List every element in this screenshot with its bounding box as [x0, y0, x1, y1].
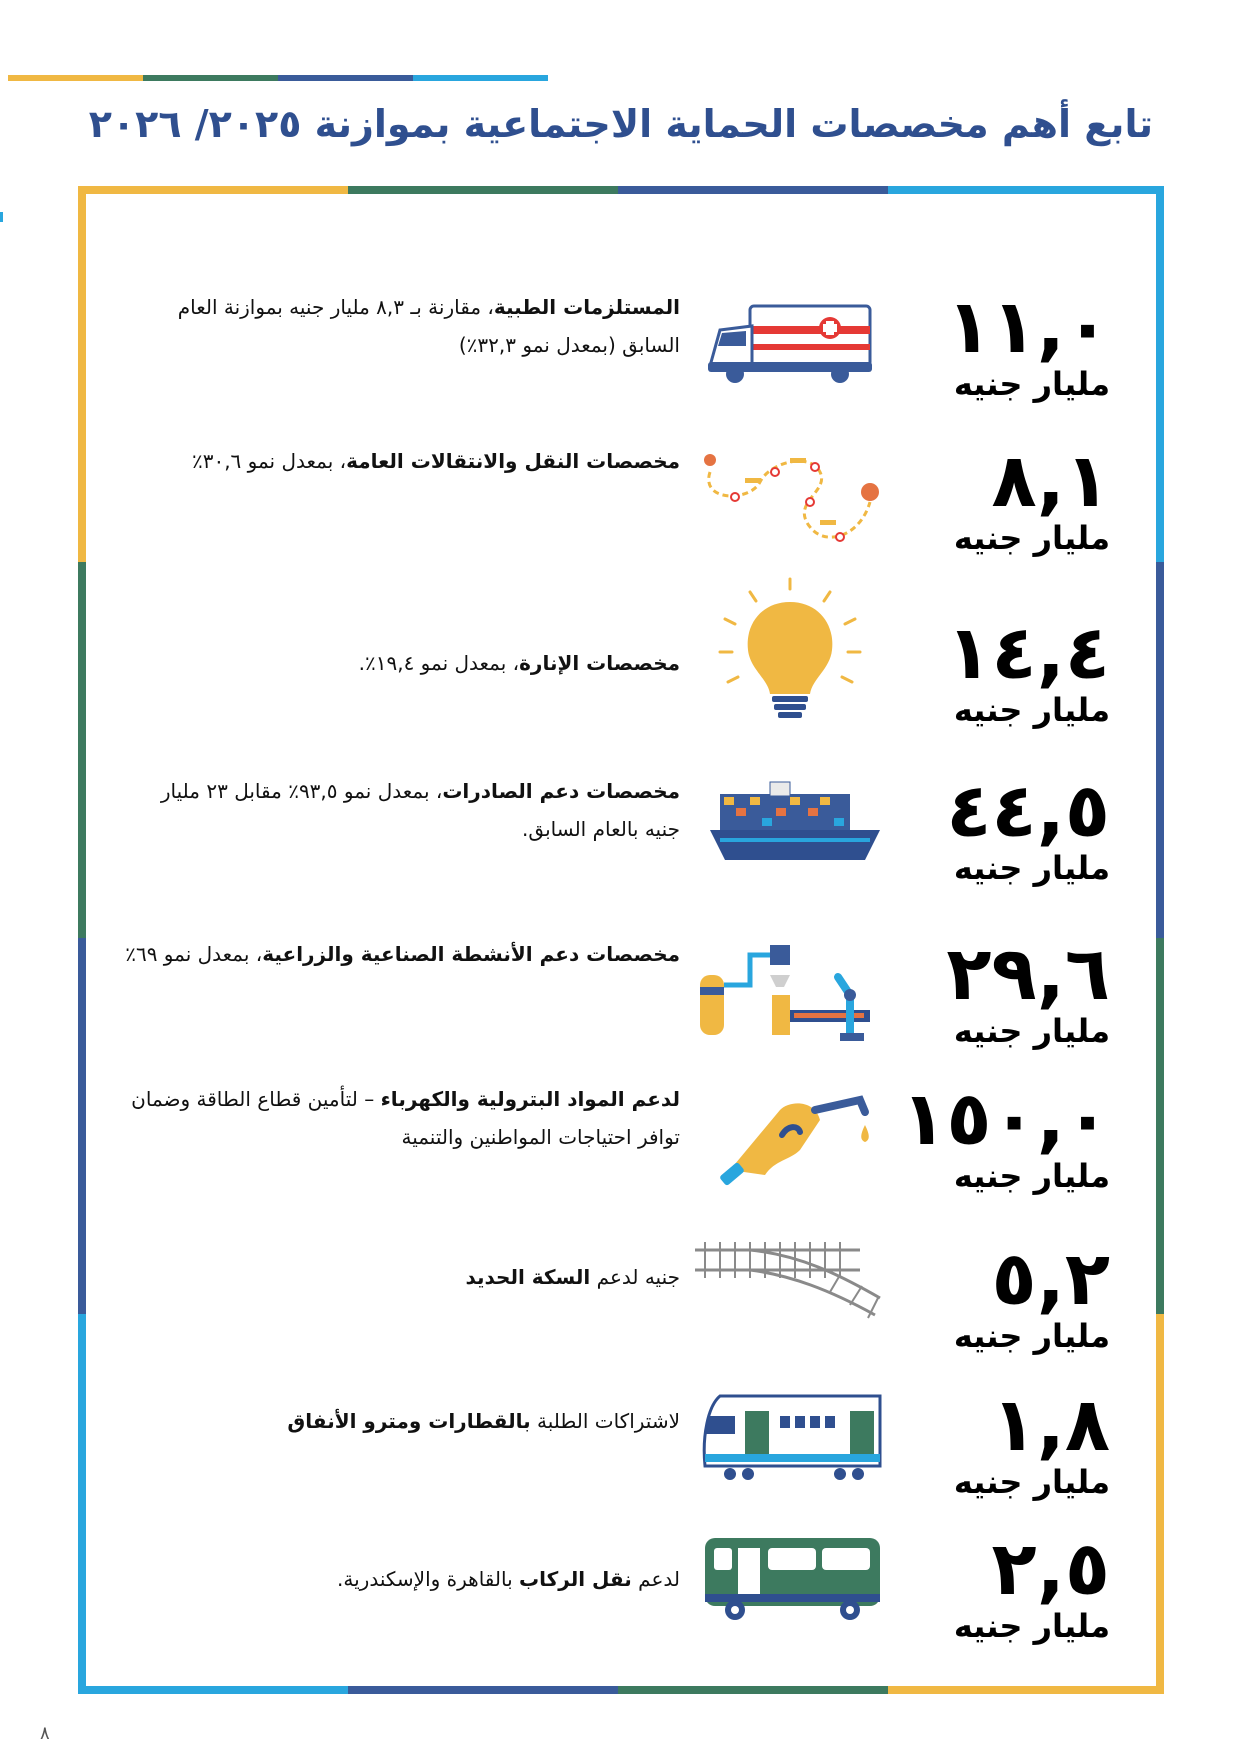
item-text: جنيه لدعم [590, 1265, 680, 1289]
frame-top-3 [618, 186, 888, 194]
item-bold-label: السكة الحديد [465, 1265, 591, 1289]
frame-bottom-3 [618, 1686, 888, 1694]
amount-value: ٤٤,٥ [946, 768, 1110, 854]
item-description [120, 288, 680, 364]
amount-unit: مليار جنيه [953, 519, 1110, 557]
train-icon [690, 1376, 890, 1496]
amount-unit: مليار جنيه [953, 365, 1110, 403]
item-description [120, 1258, 680, 1296]
amount-unit: مليار جنيه [953, 1157, 1110, 1195]
item-description [120, 1080, 680, 1156]
item-description [120, 1402, 680, 1440]
factory-robot-icon [690, 925, 890, 1055]
bus-icon [690, 1520, 890, 1640]
cargo-ship-icon [690, 772, 890, 892]
railway-tracks-icon [690, 1230, 890, 1350]
item-bold-label: بالقطارات ومترو الأنفاق [287, 1409, 531, 1433]
item-description [120, 1560, 680, 1598]
item-text: ، بمعدل نمو ٦٩٪ [125, 942, 263, 966]
page-number: ٨ [40, 1723, 50, 1744]
frame-right-3 [1156, 938, 1164, 1314]
item-bold-label: لدعم المواد البترولية والكهرباء [380, 1087, 680, 1111]
light-bulb-icon [690, 574, 890, 734]
item-industry-agriculture [120, 931, 1110, 1065]
item-railways [120, 1236, 1110, 1370]
fuel-nozzle-icon [690, 1080, 890, 1200]
item-description [120, 442, 680, 480]
item-export-support [120, 768, 1110, 902]
amount-value: ٨,١ [991, 438, 1110, 524]
frame-right-2 [1156, 562, 1164, 938]
item-passenger-transport [120, 1526, 1110, 1660]
item-public-transport [120, 438, 1110, 572]
item-bold-label: مخصصات النقل والانتقالات العامة [346, 449, 680, 473]
item-text: – لتأمين قطاع الطاقة وضمان توافر احتياجات المواطنين والتنمية [131, 1087, 680, 1149]
item-text: ، بمعدل نمو ٣٠,٦٪ [191, 449, 347, 473]
item-student-subscriptions [120, 1382, 1110, 1516]
amount-value: ١٤,٤ [946, 610, 1110, 696]
top-accent-yellow [8, 75, 143, 81]
amount-value: ١,٨ [991, 1382, 1110, 1468]
frame-bottom-4 [888, 1686, 1164, 1694]
item-petroleum-electricity [120, 1076, 1110, 1210]
amount-unit: مليار جنيه [953, 1012, 1110, 1050]
top-accent-navy [278, 75, 413, 81]
item-text: ، بمعدل نمو ١٩,٤٪. [358, 651, 520, 675]
item-text: ، بمعدل نمو ٩٣,٥٪ مقابل ٢٣ مليار جنيه بالعام السابق. [160, 779, 680, 841]
item-description [120, 935, 680, 973]
frame-left-2 [78, 562, 86, 938]
side-tick [0, 212, 3, 222]
frame-top-4 [888, 186, 1164, 194]
frame-right-4 [1156, 1314, 1164, 1694]
amount-unit: مليار جنيه [953, 1463, 1110, 1501]
item-text: ، مقارنة بـ ٨,٣ مليار جنيه بموازنة العام السابق (بمعدل نمو ٣٢,٣٪) [177, 295, 680, 357]
item-text: لاشتراكات الطلبة [530, 1409, 680, 1433]
item-bold-label: المستلزمات الطبية [493, 295, 680, 319]
page-title: تابع أهم مخصصات الحماية الاجتماعية بموازنة ٢٠٢٥/ ٢٠٢٦ [88, 102, 1153, 146]
amount-unit: مليار جنيه [953, 849, 1110, 887]
amount-unit: مليار جنيه [953, 691, 1110, 729]
amount-value: ٢٩,٦ [946, 931, 1110, 1017]
item-description [120, 644, 680, 682]
top-accent-sky [413, 75, 548, 81]
item-text-tail: بالقاهرة والإسكندرية. [337, 1567, 520, 1591]
amount-unit: مليار جنيه [953, 1317, 1110, 1355]
frame-left-3 [78, 938, 86, 1314]
amount-unit: مليار جنيه [953, 1607, 1110, 1645]
item-description [120, 772, 680, 848]
amount-value: ٥,٢ [991, 1236, 1110, 1322]
frame-top-2 [348, 186, 618, 194]
item-bold-label: مخصصات الإنارة [519, 651, 680, 675]
item-bold-label: نقل الركاب [519, 1567, 632, 1591]
frame-left-1 [78, 186, 86, 562]
frame-top-1 [78, 186, 348, 194]
item-bold-label: مخصصات دعم الأنشطة الصناعية والزراعية [262, 942, 680, 966]
frame-bottom-1 [78, 1686, 348, 1694]
amount-value: ١٥٠,٠ [901, 1076, 1110, 1162]
amount-value: ٢,٥ [991, 1526, 1110, 1612]
ambulance-icon [690, 288, 890, 408]
route-map-icon [690, 442, 890, 562]
frame-bottom-2 [348, 1686, 618, 1694]
amount-value: ١١,٠ [946, 284, 1110, 370]
item-lighting [120, 610, 1110, 744]
frame-left-4 [78, 1314, 86, 1694]
item-text: لدعم [631, 1567, 680, 1591]
item-bold-label: مخصصات دعم الصادرات [442, 779, 680, 803]
item-medical-supplies [120, 284, 1110, 418]
top-accent-green [143, 75, 278, 81]
frame-right-1 [1156, 186, 1164, 562]
